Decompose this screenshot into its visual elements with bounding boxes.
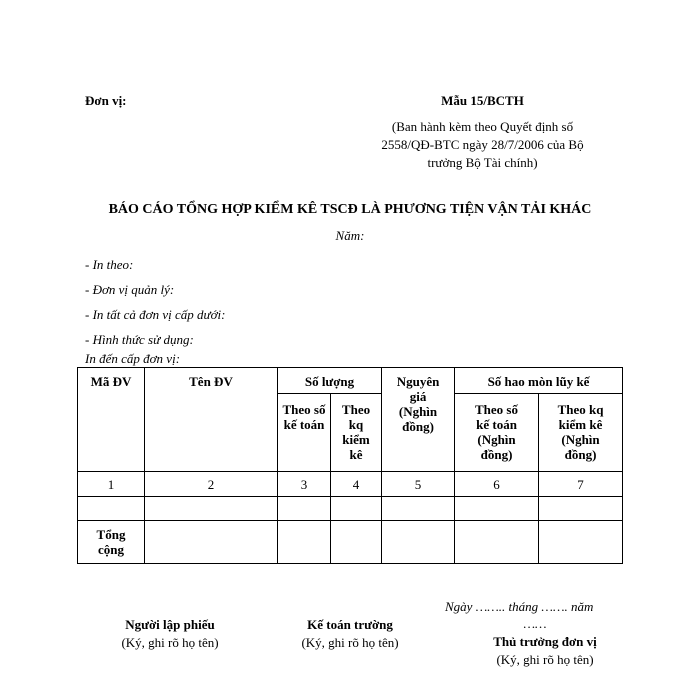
total-label: Tổng cộng (78, 521, 145, 564)
filter-in-theo: - In theo: (85, 257, 134, 272)
table-cell (278, 521, 331, 564)
decree-note (340, 118, 625, 172)
accountant-title: Kế toán trường (307, 617, 393, 632)
header-hao-mon: Số hao mòn lũy kế (455, 368, 623, 394)
filter-don-vi-cap-duoi: - In tất cả đơn vị cấp dưới: (85, 307, 226, 322)
column-number: 2 (145, 472, 278, 497)
date-line: Ngày …….. tháng ……. năm (445, 599, 594, 614)
filter-hinh-thuc: - Hình thức sử dụng: (85, 332, 194, 347)
column-number: 7 (539, 472, 623, 497)
table-cell (539, 521, 623, 564)
date-line-continued: …… (523, 616, 547, 631)
header-sl-kq-kiem-ke: Theo kq kiểm kê (331, 394, 382, 472)
column-number: 4 (331, 472, 382, 497)
report-title: BÁO CÁO TỔNG HỢP KIỂM KÊ TSCĐ LÀ PHƯƠNG TIỆN VẬN TẢI KHÁC (108, 202, 592, 217)
table-cell (382, 497, 455, 521)
decree-line-2: 2558/QĐ-BTC ngày 28/7/2006 của Bộ (381, 137, 584, 152)
inventory-table (77, 367, 623, 564)
table-row (78, 497, 623, 521)
column-number: 1 (78, 472, 145, 497)
table-cell (145, 521, 278, 564)
head-title: Thủ trưởng đơn vị (493, 634, 597, 649)
table-cell (145, 497, 278, 521)
column-number: 6 (455, 472, 539, 497)
header-so-luong: Số lượng (278, 368, 382, 394)
header-ten-dv: Tên ĐV (145, 368, 278, 472)
total-row (78, 521, 623, 564)
form-code: Mẫu 15/BCTH (441, 93, 524, 108)
unit-label: Đơn vị: (85, 93, 127, 108)
header-hm-so-ke-toan: Theo số kế toán (Nghìn đồng) (455, 394, 539, 472)
table-cell (382, 521, 455, 564)
preparer-note: (Ký, ghi rõ họ tên) (121, 635, 219, 650)
column-number-row (78, 472, 623, 497)
table-cell (331, 497, 382, 521)
table-cell (539, 497, 623, 521)
table-cell (331, 521, 382, 564)
table-cell (455, 497, 539, 521)
accountant-signature (275, 617, 425, 651)
header-sl-so-ke-toan: Theo số kế toán (278, 394, 331, 472)
decree-line-1: (Ban hành kèm theo Quyết định số (391, 119, 574, 134)
filter-don-vi-quan-ly: - Đơn vị quản lý: (85, 282, 175, 297)
column-number: 5 (382, 472, 455, 497)
accountant-note: (Ký, ghi rõ họ tên) (301, 635, 399, 650)
header-ma-dv: Mã ĐV (78, 368, 145, 472)
head-note: (Ký, ghi rõ họ tên) (496, 652, 594, 667)
table-cell (455, 521, 539, 564)
table-cell (78, 497, 145, 521)
header-hm-kq-kiem-ke: Theo kq kiểm kê (Nghìn đồng) (539, 394, 623, 472)
header-nguyen-gia: Nguyên giá (Nghìn đồng) (382, 368, 455, 472)
preparer-signature (95, 617, 245, 651)
filter-list (85, 252, 225, 352)
preparer-title: Người lập phiếu (125, 617, 215, 632)
decree-line-3: trưởng Bộ Tài chính) (427, 155, 538, 170)
table-cell (278, 497, 331, 521)
column-number: 3 (278, 472, 331, 497)
head-signature (455, 634, 635, 668)
filter-cap-don-vi: In đến cấp đơn vị: (85, 351, 181, 366)
year-label: Năm: (335, 228, 365, 243)
